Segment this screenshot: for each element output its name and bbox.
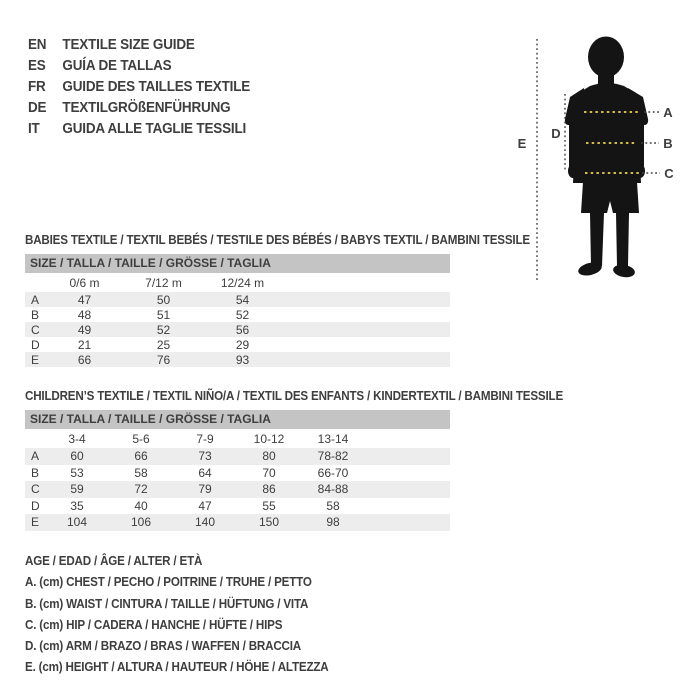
table-row xyxy=(25,352,450,367)
value-cell: 56 xyxy=(203,322,282,337)
language-label: GUÍA DE TALLAS xyxy=(62,57,172,74)
row-label-cell: D xyxy=(31,498,40,513)
language-code: EN xyxy=(28,36,47,53)
column-header-cell: 7/12 m xyxy=(145,275,182,290)
legend-line: E. (cm) HEIGHT / ALTURA / HAUTEUR / HÖHE / ALTEZZA xyxy=(25,660,329,675)
value-cell: 104 xyxy=(45,514,109,531)
value-cell: 140 xyxy=(173,514,237,531)
legend-line: AGE / EDAD / ÂGE / ALTER / ETÀ xyxy=(25,554,203,568)
value-cell: 76 xyxy=(124,352,203,367)
column-header-cell: 5-6 xyxy=(132,431,150,446)
language-code: ES xyxy=(28,57,46,74)
value-cell: 53 xyxy=(70,465,84,480)
marker-label-b: B xyxy=(663,136,673,151)
column-header-cell: 7-9 xyxy=(196,431,214,446)
language-label: TEXTILE SIZE GUIDE xyxy=(62,36,195,53)
row-label-cell: E xyxy=(25,514,45,531)
children-table-title: CHILDREN’S TEXTILE / TEXTIL NIÑO/A / TEXTIL DES ENFANTS / KINDERTEXTIL / BAMBINI TESSILE xyxy=(25,389,564,403)
marker-label-e: E xyxy=(517,136,527,151)
legend xyxy=(25,551,328,679)
value-cell: 60 xyxy=(45,448,109,465)
value-cell: 86 xyxy=(237,481,301,498)
column-header-cell: 13-14 xyxy=(317,431,349,446)
language-row xyxy=(28,34,250,55)
row-label-cell: D xyxy=(31,337,40,352)
value-cell: 52 xyxy=(124,322,203,337)
value-cell: 70 xyxy=(262,465,276,480)
value-cell: 93 xyxy=(203,352,282,367)
value-cell: 66-70 xyxy=(317,465,349,480)
legend-line: A. (cm) CHEST / PECHO / POITRINE / TRUHE / PETTO xyxy=(25,575,312,590)
table-row xyxy=(25,322,450,337)
language-row xyxy=(28,55,250,76)
language-label: GUIDE DES TAILLES TEXTILE xyxy=(62,78,251,95)
legend-line: D. (cm) ARM / BRAZO / BRAS / WAFFEN / BRACCIA xyxy=(25,639,302,654)
value-cell: 48 xyxy=(77,307,92,322)
table-row xyxy=(25,337,450,352)
language-list xyxy=(28,34,250,139)
value-cell: 106 xyxy=(109,514,173,531)
value-cell: 51 xyxy=(156,307,171,322)
language-row xyxy=(28,76,250,97)
language-row xyxy=(28,97,250,118)
value-cell: 49 xyxy=(45,322,124,337)
child-silhouette xyxy=(565,37,648,279)
value-cell: 72 xyxy=(109,481,173,498)
value-cell: 35 xyxy=(70,498,84,513)
row-label-cell: B xyxy=(31,465,40,480)
table-row xyxy=(25,292,450,307)
row-label-cell: A xyxy=(25,292,45,307)
value-cell: 21 xyxy=(77,337,92,352)
table-row xyxy=(25,307,450,322)
table-row xyxy=(25,448,450,465)
value-cell: 73 xyxy=(173,448,237,465)
value-cell: 54 xyxy=(203,292,282,307)
column-header-row xyxy=(25,429,450,448)
table-row xyxy=(25,465,450,482)
language-code: DE xyxy=(28,99,47,116)
value-cell: 55 xyxy=(262,498,276,513)
column-header-row xyxy=(25,273,450,292)
legend-line: C. (cm) HIP / CADERA / HANCHE / HÜFTE / HIPS xyxy=(25,617,283,632)
language-code: IT xyxy=(28,120,40,137)
value-cell: 50 xyxy=(124,292,203,307)
table-row xyxy=(25,498,450,515)
value-cell: 52 xyxy=(235,307,250,322)
children-size-table xyxy=(25,410,450,531)
value-cell: 66 xyxy=(109,448,173,465)
language-row xyxy=(28,118,250,139)
row-label-cell: C xyxy=(25,322,45,337)
size-header-bar: SIZE / TALLA / TAILLE / GRÖSSE / TAGLIA xyxy=(25,410,450,429)
value-cell: 98 xyxy=(301,514,365,531)
value-cell: 58 xyxy=(326,498,340,513)
babies-table-title: BABIES TEXTILE / TEXTIL BEBÉS / TESTILE DES BÉBÉS / BABYS TEXTIL / BAMBINI TESSILE xyxy=(25,233,530,247)
row-label-cell: C xyxy=(25,481,45,498)
babies-size-table xyxy=(25,254,450,367)
column-header-cell: 3-4 xyxy=(68,431,86,446)
marker-label-a: A xyxy=(663,105,673,120)
row-label-cell: B xyxy=(31,307,40,322)
language-label: TEXTILGRÖßENFÜHRUNG xyxy=(62,99,231,116)
value-cell: 25 xyxy=(156,337,171,352)
size-header-bar: SIZE / TALLA / TAILLE / GRÖSSE / TAGLIA xyxy=(25,254,450,273)
column-header-cell: 0/6 m xyxy=(69,275,100,290)
value-cell: 58 xyxy=(134,465,148,480)
column-header-cell: 12/24 m xyxy=(220,275,265,290)
language-label: GUIDA ALLE TAGLIE TESSILI xyxy=(62,120,247,137)
language-code: FR xyxy=(28,78,46,95)
value-cell: 66 xyxy=(45,352,124,367)
legend-line: B. (cm) WAIST / CINTURA / TAILLE / HÜFTUNG / VITA xyxy=(25,596,309,611)
value-cell: 80 xyxy=(237,448,301,465)
column-header-cell: 10-12 xyxy=(253,431,285,446)
value-cell: 150 xyxy=(237,514,301,531)
value-cell: 47 xyxy=(45,292,124,307)
size-header-row xyxy=(25,254,450,273)
size-header-row xyxy=(25,410,450,429)
value-cell: 84-88 xyxy=(301,481,365,498)
value-cell: 64 xyxy=(198,465,212,480)
value-cell: 78-82 xyxy=(301,448,365,465)
marker-label-c: C xyxy=(664,166,674,181)
value-cell: 40 xyxy=(134,498,148,513)
table-row xyxy=(25,514,450,531)
child-silhouette-figure xyxy=(495,25,700,293)
value-cell: 79 xyxy=(173,481,237,498)
value-cell: 47 xyxy=(198,498,212,513)
value-cell: 29 xyxy=(235,337,250,352)
row-label-cell: A xyxy=(25,448,45,465)
value-cell: 59 xyxy=(45,481,109,498)
marker-label-d: D xyxy=(551,126,561,141)
table-row xyxy=(25,481,450,498)
row-label-cell: E xyxy=(25,352,45,367)
